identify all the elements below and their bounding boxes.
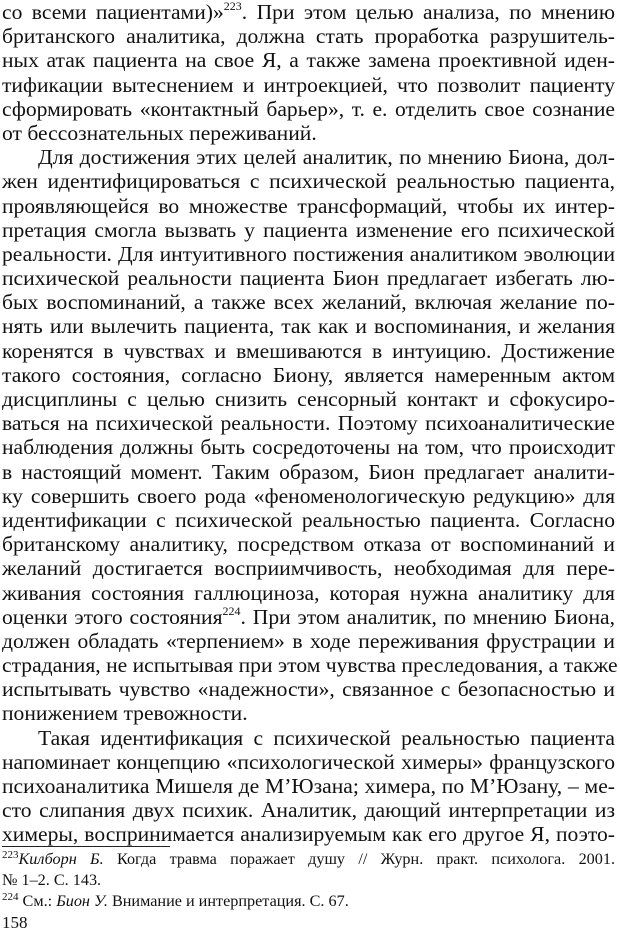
text-line: претация смогла вызвать у пациента изменение его психической (2, 217, 615, 242)
footnote-number: 224 (2, 891, 19, 903)
text-line: от бессознательных переживаний. (2, 120, 317, 145)
text-line: оценки этого состояния$^{224}$. При этом аналитик, по мнению Биона, (2, 603, 616, 629)
footnote-ref-224[interactable]: 224 (222, 603, 241, 618)
text-line: сто слипания двух психик. Аналитик, дающий интерпретации из (2, 798, 615, 823)
text-line: Для достижения этих целей аналитик, по мнению Биона, дол- (38, 145, 615, 170)
text-line: нять или вылечить пациента, так как и воспоминания, и желания (2, 314, 615, 339)
text-line: сформировать «контактный барьер», т. е. отделить свое сознание (2, 96, 615, 121)
text-line: живания состояния галлюциноза, которая нужна аналитику для (2, 580, 615, 605)
footnote-number: 223 (2, 849, 19, 861)
text-line: проявляющейся во множестве трансформаций, чтобы их интер- (2, 193, 615, 218)
text-line: такого состояния, согласно Биону, является намеренным актом (2, 362, 615, 387)
text-line: идентификации с психической реальностью пациента. Согласно (2, 507, 615, 532)
text-line: испытывать чувство «надежности», связанное с безопасностью и (2, 677, 615, 702)
text-line: психической реальности пациента Бион предлагает избегать лю- (2, 266, 615, 291)
footnote-ref-223[interactable]: 223 (223, 0, 242, 13)
text-line: реальности. Для интуитивного постижения аналитиком эволюции (2, 241, 615, 266)
text-line: тификации вытеснением и интроекцией, что позволит пациенту (2, 72, 615, 97)
text-line: наблюдения должны быть сосредоточены на том, что происходит (2, 435, 615, 460)
text-line: жен идентифицироваться с психической реальностью пациента, (2, 169, 615, 194)
text-line: психоаналитика Мишеля де М’Юзана; химера, по М’Юзану, – ме- (2, 774, 615, 798)
text-line: британского аналитика, должна стать проработка разрушитель- (2, 24, 615, 49)
text-line: понижением тревожности. (2, 701, 248, 726)
text-line: должен обладать «терпением» в ходе переживания фрустрации и (2, 628, 615, 653)
text-line: химеры, воспринимается анализируемым как его другое Я, поэто- (2, 822, 615, 847)
text-line: страдания, не испытывая при этом чувства преследования, а также (2, 653, 618, 678)
main-text (2, 0, 618, 847)
text-line: коренятся в чувствах и вмешиваются в интуицию. Достижение (2, 338, 615, 363)
footnote-author: Бион У. (56, 892, 108, 910)
text-line: дисциплины с целью снизить сенсорный контакт и сфокусиро- (2, 387, 615, 411)
text-line: бых воспоминаний, а также всех желаний, включая желание по- (2, 290, 615, 315)
text-line: желаний достигается восприимчивость, необходимая для пере- (2, 556, 615, 581)
page-number: 158 (2, 913, 28, 932)
text-line: Такая идентификация с психической реальностью пациента (38, 725, 615, 750)
text-line: напоминает концепцию «психологической химеры» французского (2, 749, 615, 774)
text-line: ваться на психической реальности. Поэтому психоаналитические (2, 411, 615, 436)
footnote-223: $^{223}$Килборн Б. Когда травма поражает душу // Журн. практ. психолога. 2001. (2, 849, 615, 868)
footnote-separator (2, 846, 170, 847)
text-line: британскому аналитику, посредством отказа от воспоминаний и (2, 532, 615, 557)
text-line: ку совершить своего рода «феноменологическую редукцию» для (2, 483, 615, 508)
footnotes (2, 849, 615, 912)
footnote-223-continued: № 1–2. С. 143. (2, 871, 102, 889)
footnote-224: $^{224}$ См.: Бион У. Внимание и интерпретация. С. 67. (2, 891, 349, 910)
text-line: со всеми пациентами)»$^{223}$. При этом целью анализа, по мнению (2, 0, 615, 24)
footnote-author: Килборн Б. (18, 850, 104, 868)
text-line: ных атак пациента на свое Я, а также замена проективной иден- (2, 48, 615, 73)
text-line: в настоящий момент. Таким образом, Бион предлагает аналити- (2, 459, 615, 484)
